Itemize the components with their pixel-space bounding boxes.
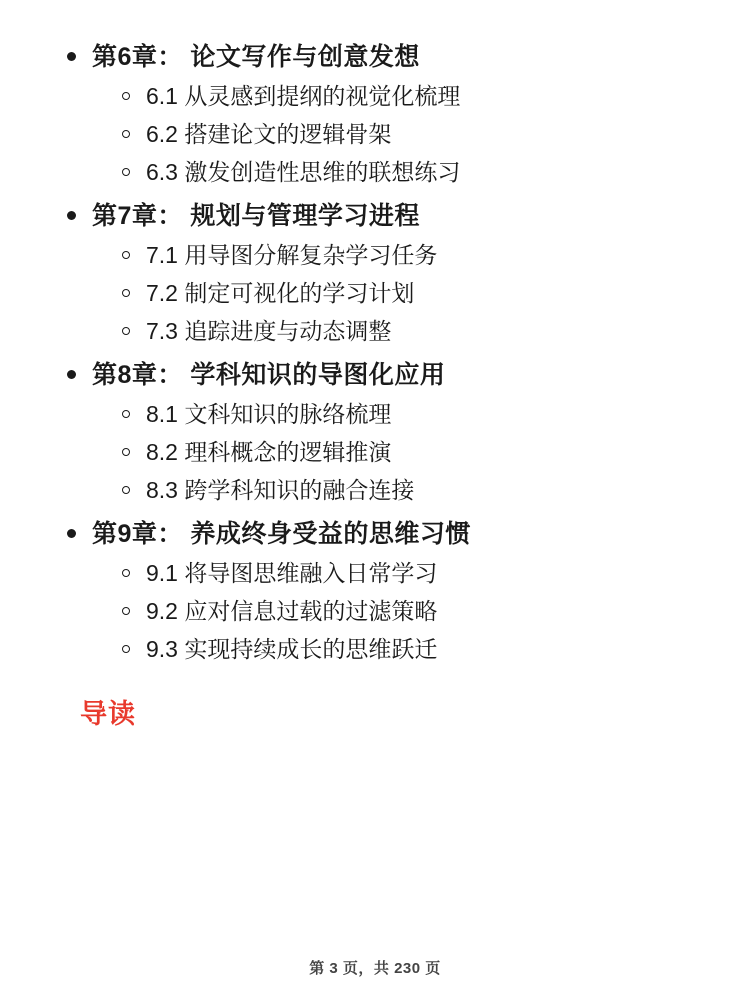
circle-bullet-icon <box>116 436 136 456</box>
chapter-title: 第6章： 论文写作与创意发想 <box>92 43 420 71</box>
circle-bullet-icon <box>116 156 136 176</box>
chapter-section-list <box>60 557 690 666</box>
list-item <box>116 239 690 272</box>
section-title: 6.2 搭建论文的逻辑骨架 <box>146 121 392 147</box>
toc-chapter <box>60 517 690 666</box>
circle-bullet-icon <box>116 474 136 494</box>
chapter-section-list <box>60 239 690 348</box>
disc-bullet-icon <box>60 358 82 379</box>
circle-bullet-icon <box>116 633 136 653</box>
toc-chapter <box>60 358 690 507</box>
section-title: 8.3 跨学科知识的融合连接 <box>146 477 415 503</box>
list-item <box>116 595 690 628</box>
list-item <box>116 436 690 469</box>
toc-chapter <box>60 40 690 189</box>
section-title: 9.2 应对信息过载的过滤策略 <box>146 598 438 624</box>
list-item <box>116 118 690 151</box>
chapter-title: 第9章： 养成终身受益的思维习惯 <box>92 520 471 548</box>
list-item <box>116 633 690 666</box>
chapter-section-list <box>60 80 690 189</box>
circle-bullet-icon <box>116 80 136 100</box>
chapter-heading-row <box>60 517 690 551</box>
circle-bullet-icon <box>116 557 136 577</box>
list-item <box>116 398 690 431</box>
list-item <box>116 277 690 310</box>
chapter-heading-row <box>60 358 690 392</box>
section-title: 8.1 文科知识的脉络梳理 <box>146 401 392 427</box>
circle-bullet-icon <box>116 118 136 138</box>
circle-bullet-icon <box>116 398 136 418</box>
chapter-heading-row <box>60 199 690 233</box>
section-title: 6.1 从灵感到提纲的视觉化梳理 <box>146 83 461 109</box>
chapter-heading-row <box>60 40 690 74</box>
disc-bullet-icon <box>60 40 82 61</box>
circle-bullet-icon <box>116 315 136 335</box>
circle-bullet-icon <box>116 595 136 615</box>
page-footer: 第 3 页，共 230 页 <box>309 960 441 977</box>
disc-bullet-icon <box>60 517 82 538</box>
table-of-contents <box>60 40 690 666</box>
section-title: 7.3 追踪进度与动态调整 <box>146 318 392 344</box>
chapter-title: 第7章： 规划与管理学习进程 <box>92 202 420 230</box>
chapter-title: 第8章： 学科知识的导图化应用 <box>92 361 446 389</box>
chapter-section-list <box>60 398 690 507</box>
section-title: 9.3 实现持续成长的思维跃迁 <box>146 636 438 662</box>
toc-chapter <box>60 199 690 348</box>
list-item <box>116 156 690 189</box>
section-title: 8.2 理科概念的逻辑推演 <box>146 439 392 465</box>
list-item <box>116 474 690 507</box>
section-title: 9.1 将导图思维融入日常学习 <box>146 560 438 586</box>
page-title: 导读 <box>80 699 136 729</box>
section-title: 7.2 制定可视化的学习计划 <box>146 280 415 306</box>
section-title: 6.3 激发创造性思维的联想练习 <box>146 159 461 185</box>
list-item <box>116 557 690 590</box>
disc-bullet-icon <box>60 199 82 220</box>
circle-bullet-icon <box>116 277 136 297</box>
list-item <box>116 80 690 113</box>
list-item <box>116 315 690 348</box>
circle-bullet-icon <box>116 239 136 259</box>
section-title: 7.1 用导图分解复杂学习任务 <box>146 242 438 268</box>
